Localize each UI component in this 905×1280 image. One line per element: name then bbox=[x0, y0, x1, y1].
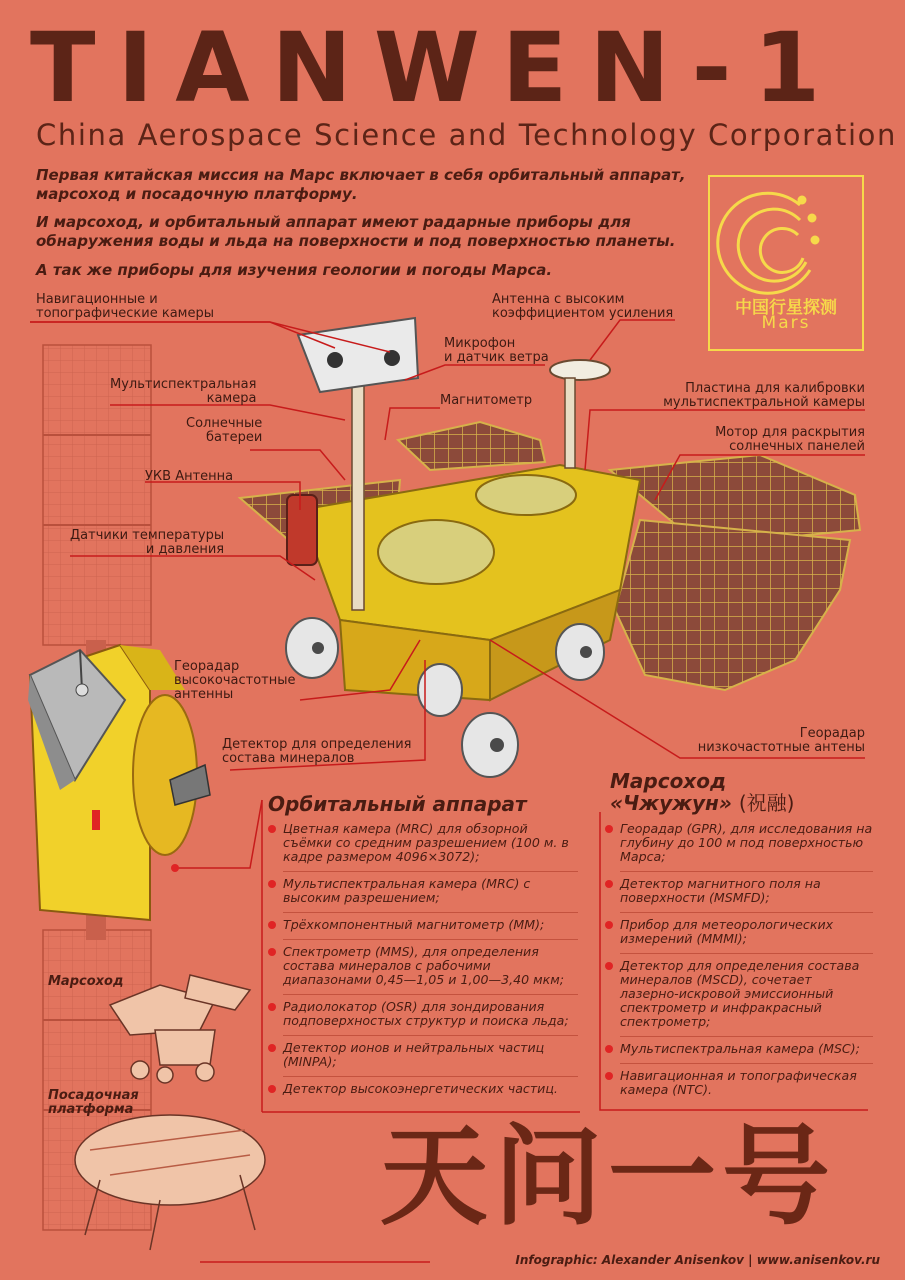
label-nav-cameras: Навигационные и топографические камеры bbox=[36, 292, 214, 321]
rover-instrument-list bbox=[605, 822, 873, 1097]
label-georadar-low: Георадар низкочастотные антены bbox=[697, 726, 865, 755]
label-microphone: Микрофон и датчик ветра bbox=[444, 336, 549, 365]
intro-paragraph-1: Первая китайская миссия на Марс включает в себя орбитальный аппарат, марсоход и посадочную платформу. bbox=[36, 166, 686, 203]
orbiter-instrument-list bbox=[268, 822, 578, 1096]
list-item: Детектор магнитного поля на поверхности (MSMFD); bbox=[605, 877, 873, 913]
credit-line: Infographic: Alexander Anisenkov | www.anisenkov.ru bbox=[515, 1253, 880, 1267]
logo-mars-text: Mars bbox=[761, 313, 811, 333]
list-item: Цветная камера (MRC) для обзорной съёмки со средним разрешением (100 м. в кадре размером 4096×3072); bbox=[268, 822, 578, 872]
page-title: TIANWEN-1 bbox=[30, 12, 843, 124]
orbiter-title: Орбитальный аппарат bbox=[268, 792, 527, 816]
list-item: Мультиспектральная камера (MSC); bbox=[605, 1042, 873, 1064]
intro-paragraph-2: И марсоход, и орбитальный аппарат имеют радарные приборы для обнаружения воды и льда на поверхности и под поверхностью планеты. bbox=[36, 213, 676, 250]
label-hg-antenna: Антенна с высоким коэффициентом усиления bbox=[492, 292, 674, 321]
list-item: Детектор высокоэнергетических частиц. bbox=[268, 1082, 578, 1096]
label-calibration-plate: Пластина для калибровки мультиспектральной камеры bbox=[663, 381, 865, 410]
label-georadar-high: Георадар высокочастотные антенны bbox=[174, 659, 296, 702]
list-item: Прибор для метеорологических измерений (MMMI); bbox=[605, 918, 873, 954]
list-item: Детектор ионов и нейтральных частиц (MINPA); bbox=[268, 1041, 578, 1077]
rover-title: Марсоход «Чжужун» (祝融) bbox=[610, 769, 795, 815]
label-temp-sensors: Датчики температуры и давления bbox=[70, 528, 225, 557]
list-item: Спектрометр (MMS), для определения состава минералов с рабочими диапазонами 0,45—1,05 и 1,00—3,40 мкм; bbox=[268, 945, 578, 995]
label-solar-motor: Мотор для раскрытия солнечных панелей bbox=[715, 425, 865, 454]
label-multispectral-camera: Мультиспектральная камера bbox=[110, 377, 257, 406]
label-mineral-detector: Детектор для определения состава минералов bbox=[222, 737, 412, 766]
logo-chinese-text: 中国行星探测 bbox=[735, 298, 837, 318]
list-item: Мультиспектральная камера (MRC) с высоким разрешением; bbox=[268, 877, 578, 913]
intro-paragraph-3: А так же приборы для изучения геологии и погоды Марса. bbox=[36, 261, 553, 279]
list-item: Радиолокатор (OSR) для зондирования подповерхностых структур и поиска льда; bbox=[268, 1000, 578, 1036]
page-subtitle: China Aerospace Science and Technology Corporation bbox=[36, 118, 897, 152]
list-item: Трёхкомпонентный магнитометр (MM); bbox=[268, 918, 578, 940]
list-item: Детектор для определения состава минералов (MSCD), сочетает лазерно-искровой эмиссионный спектрометр и инфракрасный спектрометр; bbox=[605, 959, 873, 1037]
label-platform-sketch: Посадочная платформа bbox=[48, 1088, 139, 1117]
list-item: Георадар (GPR), для исследования на глубину до 100 м под поверхностью Марса; bbox=[605, 822, 873, 872]
label-uhf-antenna: УКВ Антенна bbox=[145, 469, 234, 484]
chinese-mission-name: 天问一号 bbox=[380, 1115, 837, 1240]
label-solar-panels: Солнечные батереи bbox=[186, 416, 263, 445]
label-magnetometer: Магнитометр bbox=[440, 393, 533, 408]
list-item: Навигационная и топографическая камера (NTC). bbox=[605, 1069, 873, 1097]
label-rover-sketch: Марсоход bbox=[48, 974, 124, 989]
